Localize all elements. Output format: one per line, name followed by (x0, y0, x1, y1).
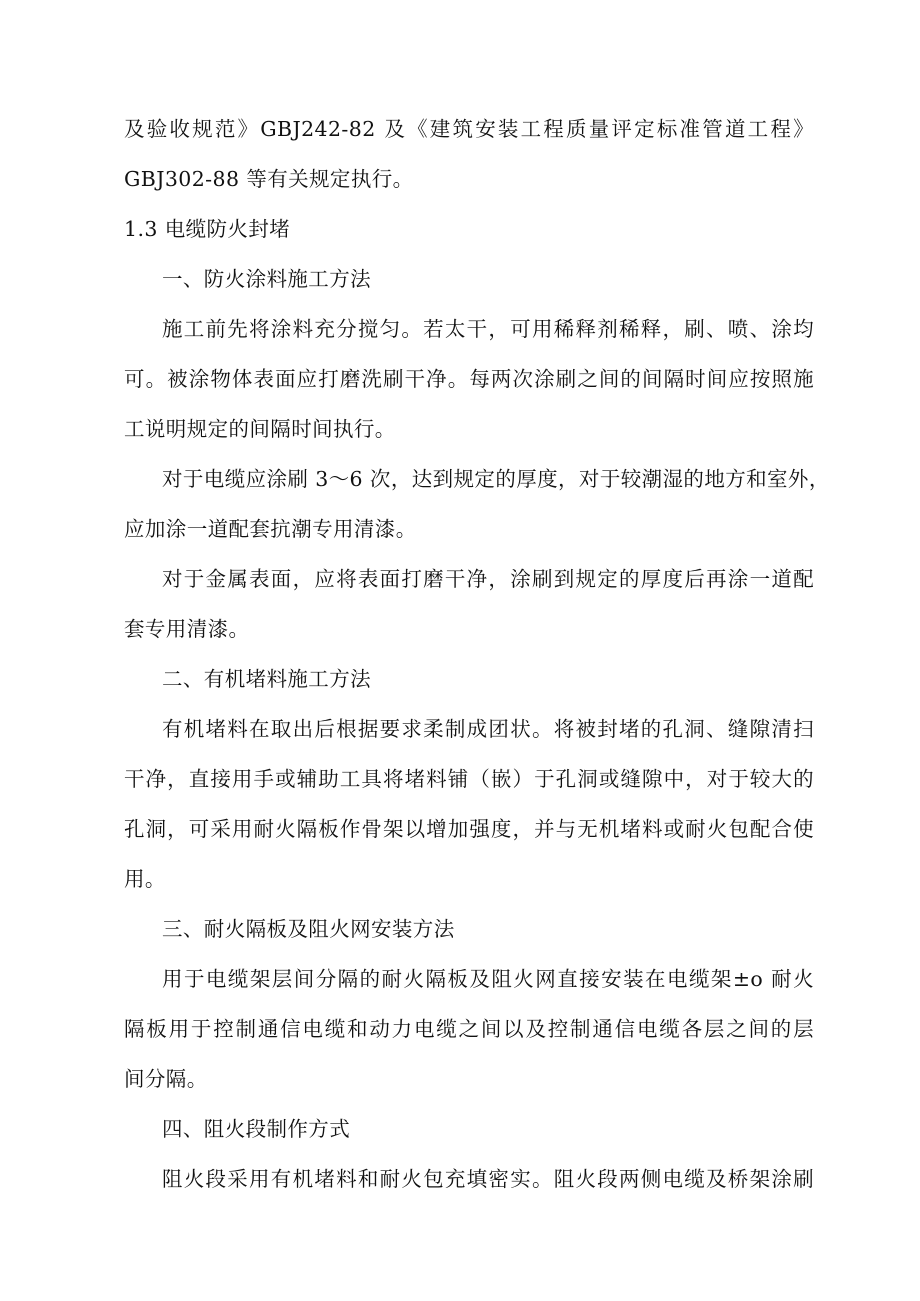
text-line-16: 用。 (124, 867, 166, 891)
text-line-2: GBJ302-88 等有关规定执行。 (124, 167, 414, 191)
text-line-8: 对于电缆应涂刷 3～6 次，达到规定的厚度，对于较潮湿的地方和室外， (162, 467, 830, 491)
text-line-13: 有机堵料在取出后根据要求柔制成团状。将被封堵的孔洞、缝隙清扫 (162, 717, 814, 741)
subheading-4: 四、阻火段制作方式 (162, 1117, 351, 1141)
text-line-18: 用于电缆架层间分隔的耐火隔板及阻火网直接安装在电缆架±o 耐火 (162, 967, 814, 991)
text-line-22: 阻火段采用有机堵料和耐火包充填密实。阻火段两侧电缆及桥架涂刷 (162, 1167, 814, 1191)
text-line-19: 隔板用于控制通信电缆和动力电缆之间以及控制通信电缆各层之间的层 (124, 1017, 814, 1041)
text-line-10: 对于金属表面，应将表面打磨干净，涂刷到规定的厚度后再涂一道配 (162, 567, 814, 591)
text-line-1: 及验收规范》GBJ242-82 及《建筑安装工程质量评定标准管道工程》 (124, 117, 814, 141)
text-line-9: 应加涂一道配套抗潮专用清漆。 (124, 517, 417, 541)
text-line-5: 施工前先将涂料充分搅匀。若太干，可用稀释剂稀释，刷、喷、涂均 (162, 317, 814, 341)
subheading-3: 三、耐火隔板及阻火网安装方法 (162, 917, 455, 941)
subheading-2: 二、有机堵料施工方法 (162, 667, 371, 691)
text-line-15: 孔洞，可采用耐火隔板作骨架以增加强度，并与无机堵料或耐火包配合使 (124, 817, 814, 841)
section-heading: 1.3 电缆防火封堵 (124, 217, 291, 241)
text-line-11: 套专用清漆。 (124, 617, 250, 641)
text-line-6: 可。被涂物体表面应打磨洗刷干净。每两次涂刷之间的间隔时间应按照施 (124, 367, 814, 391)
subheading-1: 一、防火涂料施工方法 (162, 267, 371, 291)
text-line-14: 干净，直接用手或辅助工具将堵料铺（嵌）于孔洞或缝隙中，对于较大的 (124, 767, 814, 791)
text-line-7: 工说明规定的间隔时间执行。 (124, 417, 396, 441)
text-line-20: 间分隔。 (124, 1067, 208, 1091)
